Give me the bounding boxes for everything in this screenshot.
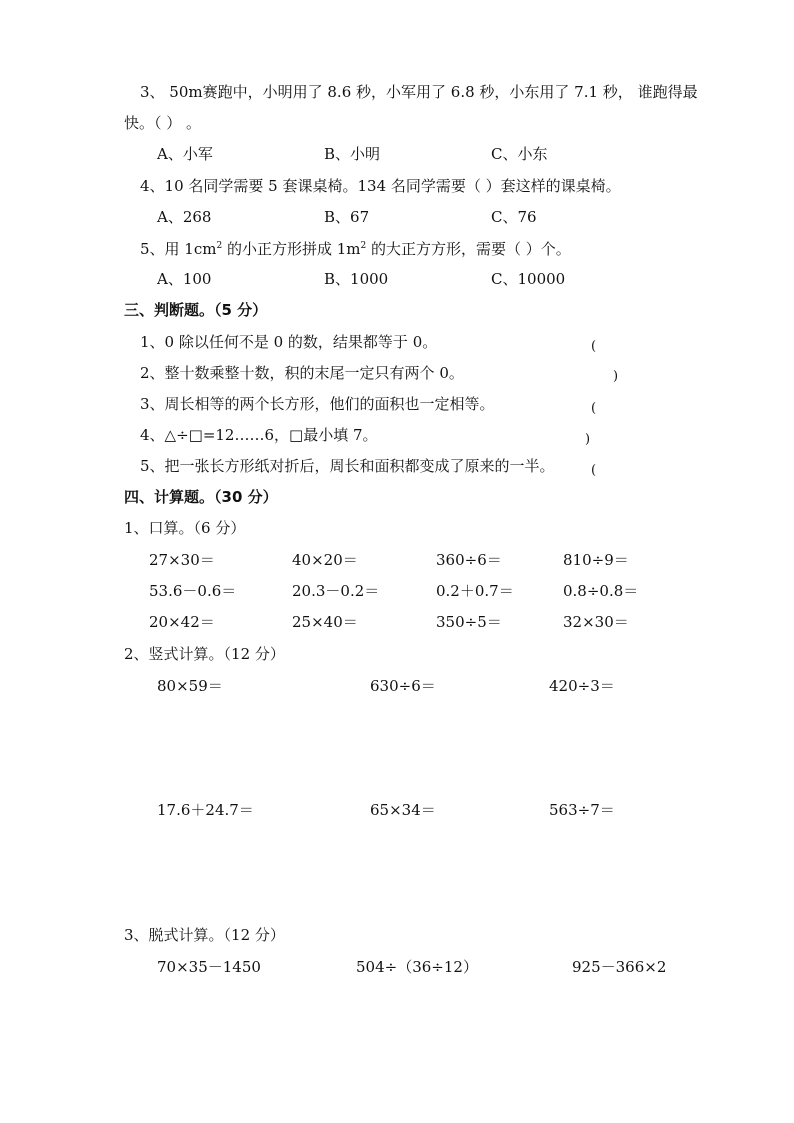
vertical-r2-c1: 17.6＋24.7＝ [157, 801, 254, 819]
stepwise-item-2: 504÷（36÷12） [356, 958, 478, 976]
oral-r2-c3: 0.2＋0.7＝ [436, 582, 514, 600]
judge-item-2: 2、整十数乘整十数，积的末尾一定只有两个 0。 [140, 364, 464, 382]
oral-r3-c3: 350÷5＝ [436, 613, 502, 631]
mc-q3-line2: 快。（ ） 。 [124, 114, 202, 132]
mc-q5-sup-2: 2 [360, 241, 367, 251]
oral-title: 1、口算。（6 分） [124, 519, 246, 537]
oral-r2-c2: 20.3－0.2＝ [292, 582, 380, 600]
mc-q5-text [140, 239, 571, 259]
mc-q5-option-a: A、100 [157, 270, 212, 288]
mc-q5-sup-1: 2 [216, 241, 223, 251]
vertical-r1-c1: 80×59＝ [157, 677, 223, 695]
oral-r3-c4: 32×30＝ [563, 613, 629, 631]
oral-r1-c1: 27×30＝ [149, 551, 215, 569]
judge-paren-3: ( [591, 401, 597, 416]
judge-paren-2: ) [613, 369, 619, 384]
mc-q3-option-b: B、小明 [324, 145, 381, 163]
stepwise-item-1: 70×35－1450 [157, 958, 261, 976]
mc-q5-mid: 的小正方形拼成 1m [222, 240, 361, 258]
mc-q4-option-c: C、76 [491, 208, 537, 226]
judge-paren-1: ( [591, 339, 597, 354]
mc-q3-line1: 3、 50m赛跑中，小明用了 8.6 秒，小军用了 6.8 秒，小东用了 7.1 秒， 谁跑得最 [140, 83, 698, 101]
judge-item-3: 3、周长相等的两个长方形，他们的面积也一定相等。 [140, 395, 495, 413]
calc-section-title: 四、计算题。（30 分） [124, 488, 278, 506]
oral-r3-c2: 25×40＝ [292, 613, 358, 631]
judge-section-title: 三、判断题。（5 分） [124, 301, 268, 319]
mc-q5-option-c: C、10000 [491, 270, 566, 288]
stepwise-title: 3、脱式计算。（12 分） [124, 926, 285, 944]
judge-item-5: 5、把一张长方形纸对折后，周长和面积都变成了原来的一半。 [140, 457, 555, 475]
mc-q3-option-c: C、小东 [491, 145, 548, 163]
vertical-r1-c2: 630÷6＝ [370, 677, 436, 695]
mc-q5-pre: 5、用 1cm [140, 240, 217, 258]
mc-q4-text: 4、10 名同学需要 5 套课桌椅。134 名同学需要（ ）套这样的课桌椅。 [140, 177, 621, 195]
judge-paren-4: ) [585, 432, 591, 447]
mc-q3-option-a: A、小军 [157, 145, 213, 163]
judge-item-4: 4、△÷□=12……6，□最小填 7。 [140, 426, 378, 444]
oral-r1-c2: 40×20＝ [292, 551, 358, 569]
oral-r1-c3: 360÷6＝ [436, 551, 502, 569]
oral-r2-c4: 0.8÷0.8＝ [563, 582, 639, 600]
vertical-r2-c3: 563÷7＝ [549, 801, 615, 819]
vertical-r2-c2: 65×34＝ [370, 801, 436, 819]
vertical-title: 2、竖式计算。（12 分） [124, 645, 285, 663]
mc-q4-option-b: B、67 [324, 208, 370, 226]
judge-item-1: 1、0 除以任何不是 0 的数，结果都等于 0。 [140, 333, 438, 351]
judge-paren-5: ( [591, 463, 597, 478]
mc-q4-option-a: A、268 [157, 208, 212, 226]
stepwise-item-3: 925－366×2 [572, 958, 667, 976]
mc-q5-option-b: B、1000 [324, 270, 389, 288]
oral-r2-c1: 53.6－0.6＝ [149, 582, 237, 600]
oral-r3-c1: 20×42＝ [149, 613, 215, 631]
vertical-r1-c3: 420÷3＝ [549, 677, 615, 695]
oral-r1-c4: 810÷9＝ [563, 551, 629, 569]
mc-q5-post: 的大正方方形，需要（ ）个。 [366, 240, 571, 258]
